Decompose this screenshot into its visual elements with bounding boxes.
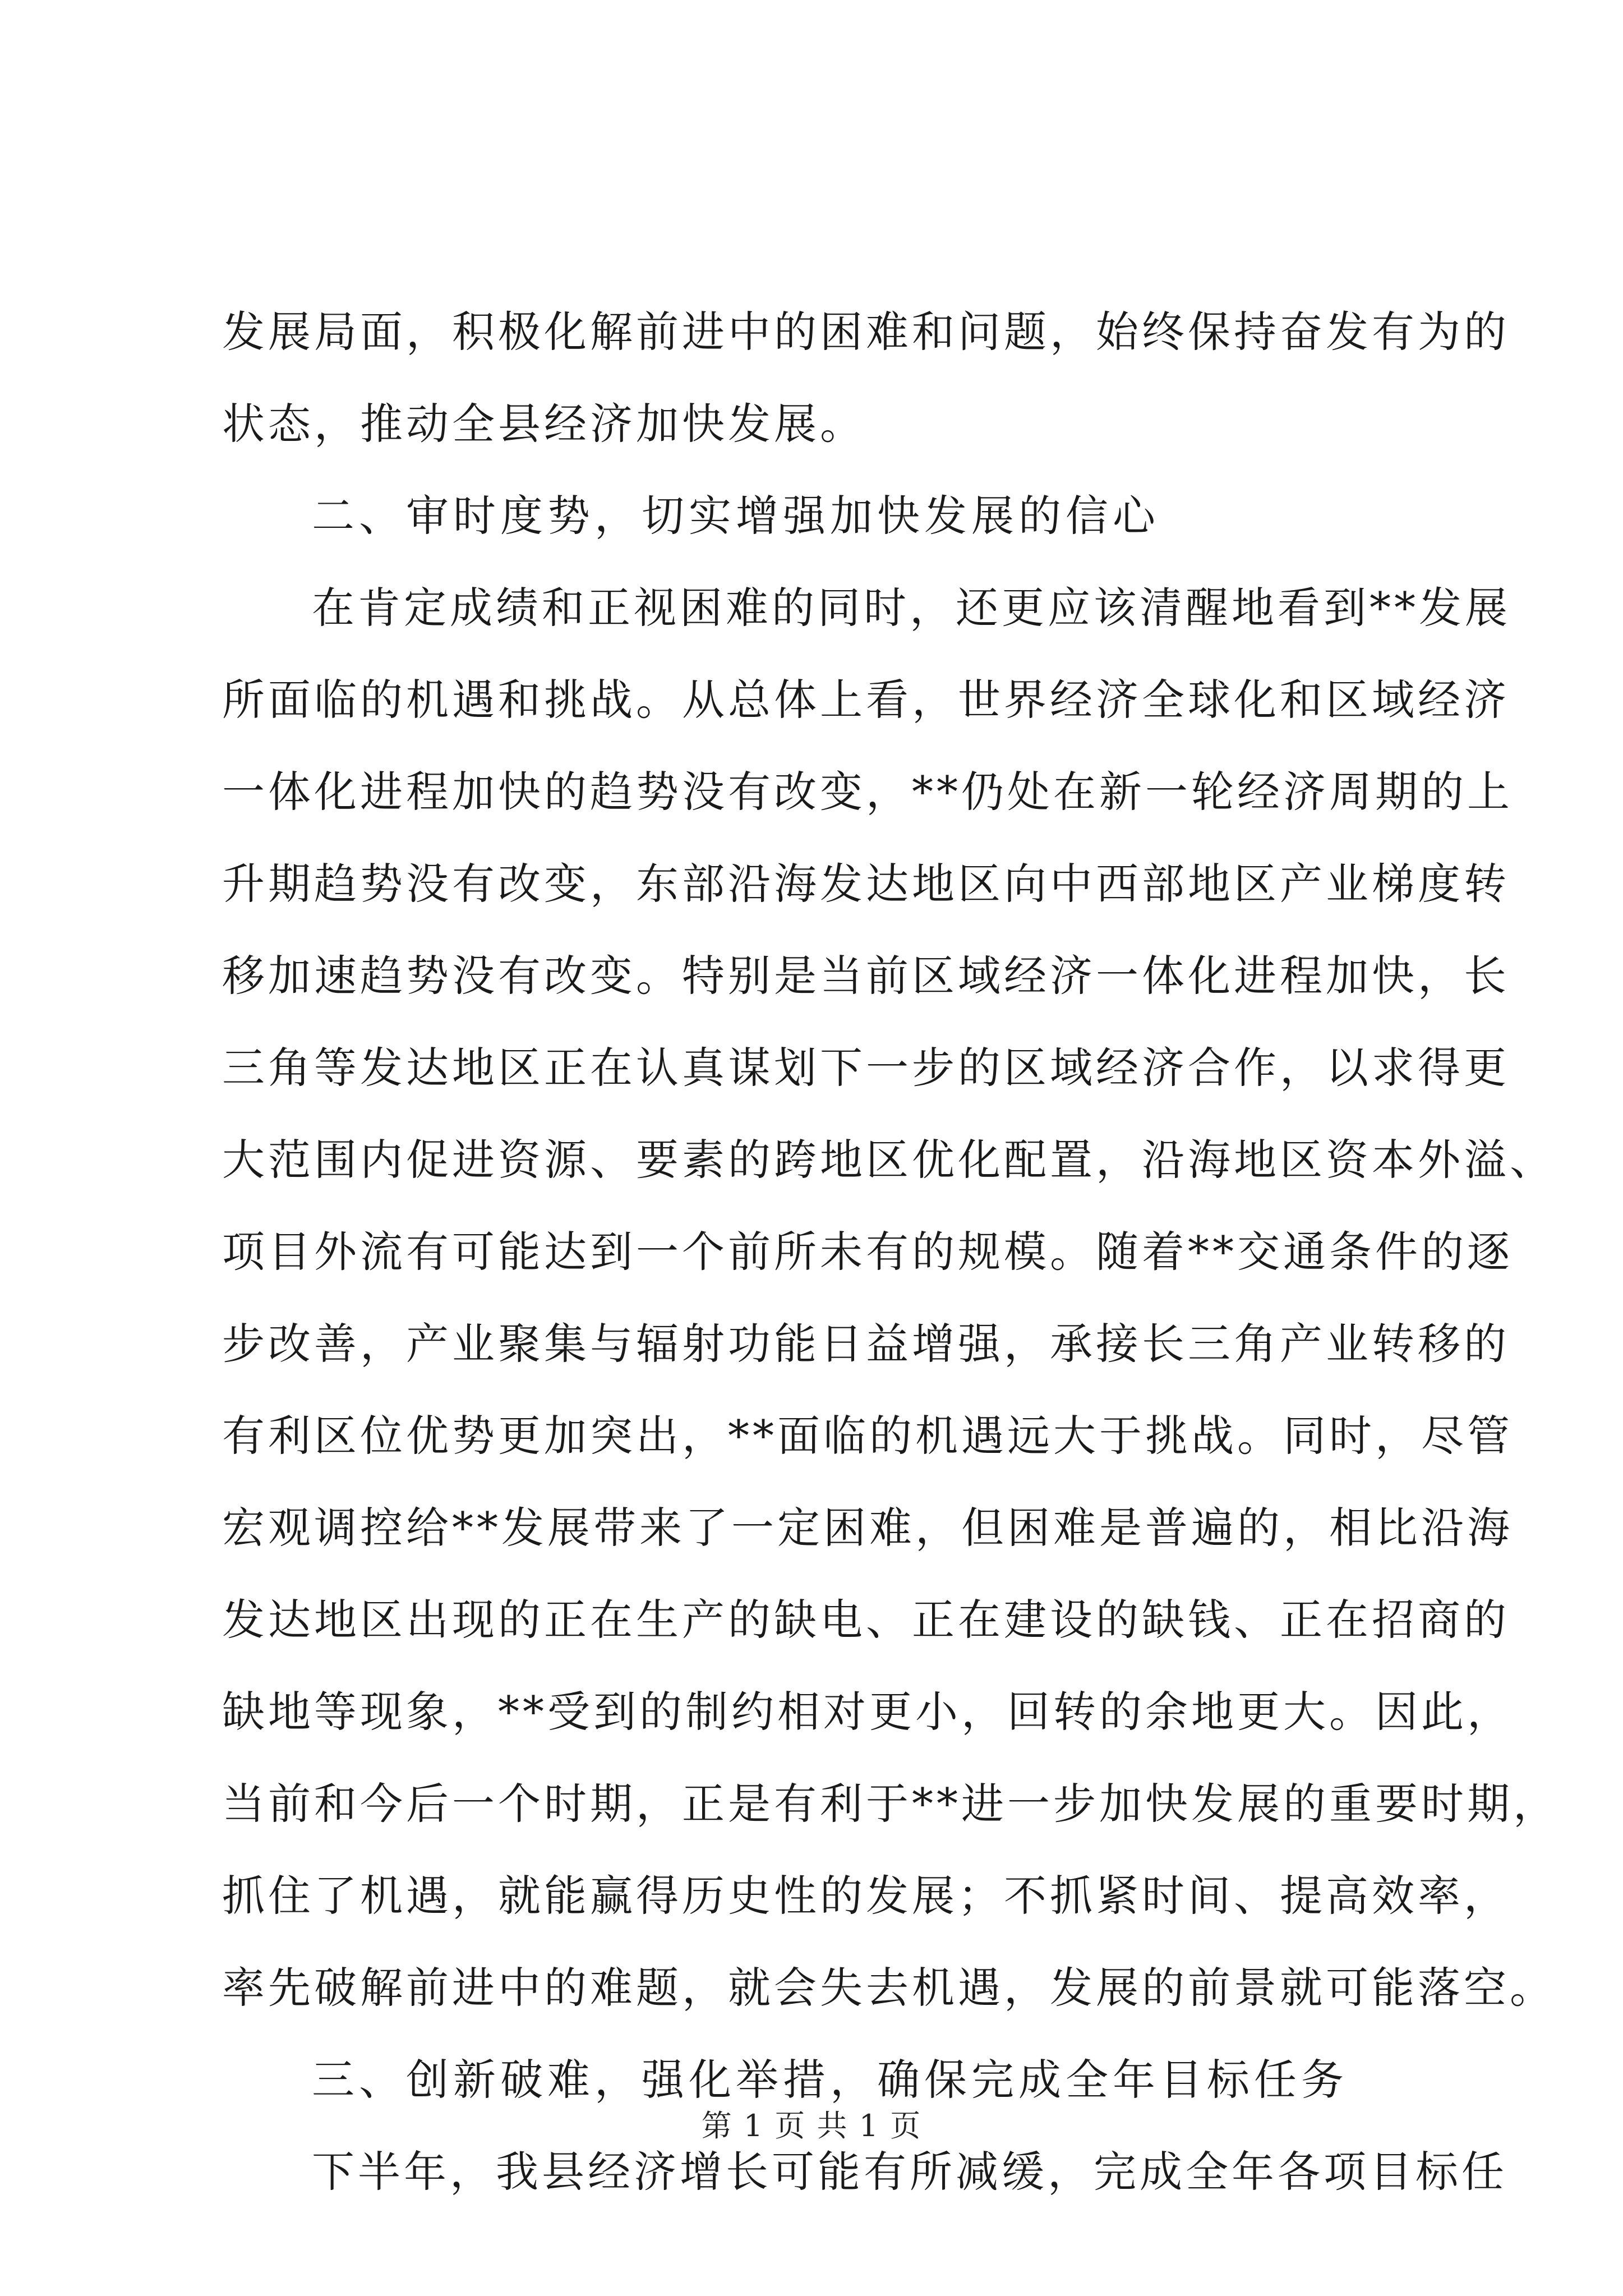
document-body [222, 286, 1559, 2218]
paragraph-line: 有利区位优势更加突出，**面临的机遇远大于挑战。同时，尽管 [222, 1411, 1513, 1461]
paragraph-line: 发达地区出现的正在生产的缺电、正在建设的缺钱、正在招商的 [222, 1595, 1510, 1645]
paragraph-line: 移加速趋势没有改变。特别是当前区域经济一体化进程加快，长 [222, 951, 1510, 1001]
paragraph-line: 抓住了机遇，就能赢得历史性的发展；不抓紧时间、提高效率， [222, 1871, 1510, 1921]
paragraph-line: 大范围内促进资源、要素的跨地区优化配置，沿海地区资本外溢、 [222, 1135, 1556, 1185]
paragraph-line: 在肯定成绩和正视困难的同时，还更应该清醒地看到**发展 [312, 583, 1511, 633]
paragraph-line: 率先破解前进中的难题，就会失去机遇，发展的前景就可能落空。 [222, 1963, 1556, 2013]
paragraph-line: 步改善，产业聚集与辐射功能日益增强，承接长三角产业转移的 [222, 1319, 1510, 1369]
section-heading-2: 二、审时度势，切实增强加快发展的信心 [312, 491, 1160, 541]
paragraph-line: 发展局面，积极化解前进中的困难和问题，始终保持奋发有为的 [222, 307, 1510, 357]
section-heading-3: 三、创新破难，强化举措，确保完成全年目标任务 [312, 2055, 1348, 2105]
paragraph-line: 当前和今后一个时期，正是有利于**进一步加快发展的重要时期， [222, 1779, 1559, 1829]
paragraph-line: 下半年，我县经济增长可能有所减缓，完成全年各项目标任 [312, 2147, 1507, 2197]
paragraph-line: 缺地等现象，**受到的制约相对更小，回转的余地更大。因此， [222, 1687, 1513, 1737]
paragraph-line: 三角等发达地区正在认真谋划下一步的区域经济合作，以求得更 [222, 1043, 1510, 1093]
paragraph-line: 项目外流有可能达到一个前所未有的规模。随着**交通条件的逐 [222, 1227, 1513, 1277]
paragraph-line: 所面临的机遇和挑战。从总体上看，世界经济全球化和区域经济 [222, 675, 1510, 725]
paragraph-line: 宏观调控给**发展带来了一定困难，但困难是普遍的，相比沿海 [222, 1503, 1513, 1553]
page-footer: 第 1 页 共 1 页 [701, 2108, 922, 2143]
paragraph-line: 升期趋势没有改变，东部沿海发达地区向中西部地区产业梯度转 [222, 859, 1510, 909]
paragraph-line: 状态，推动全县经济加快发展。 [222, 399, 866, 449]
paragraph-line: 一体化进程加快的趋势没有改变，**仍处在新一轮经济周期的上 [222, 767, 1513, 817]
